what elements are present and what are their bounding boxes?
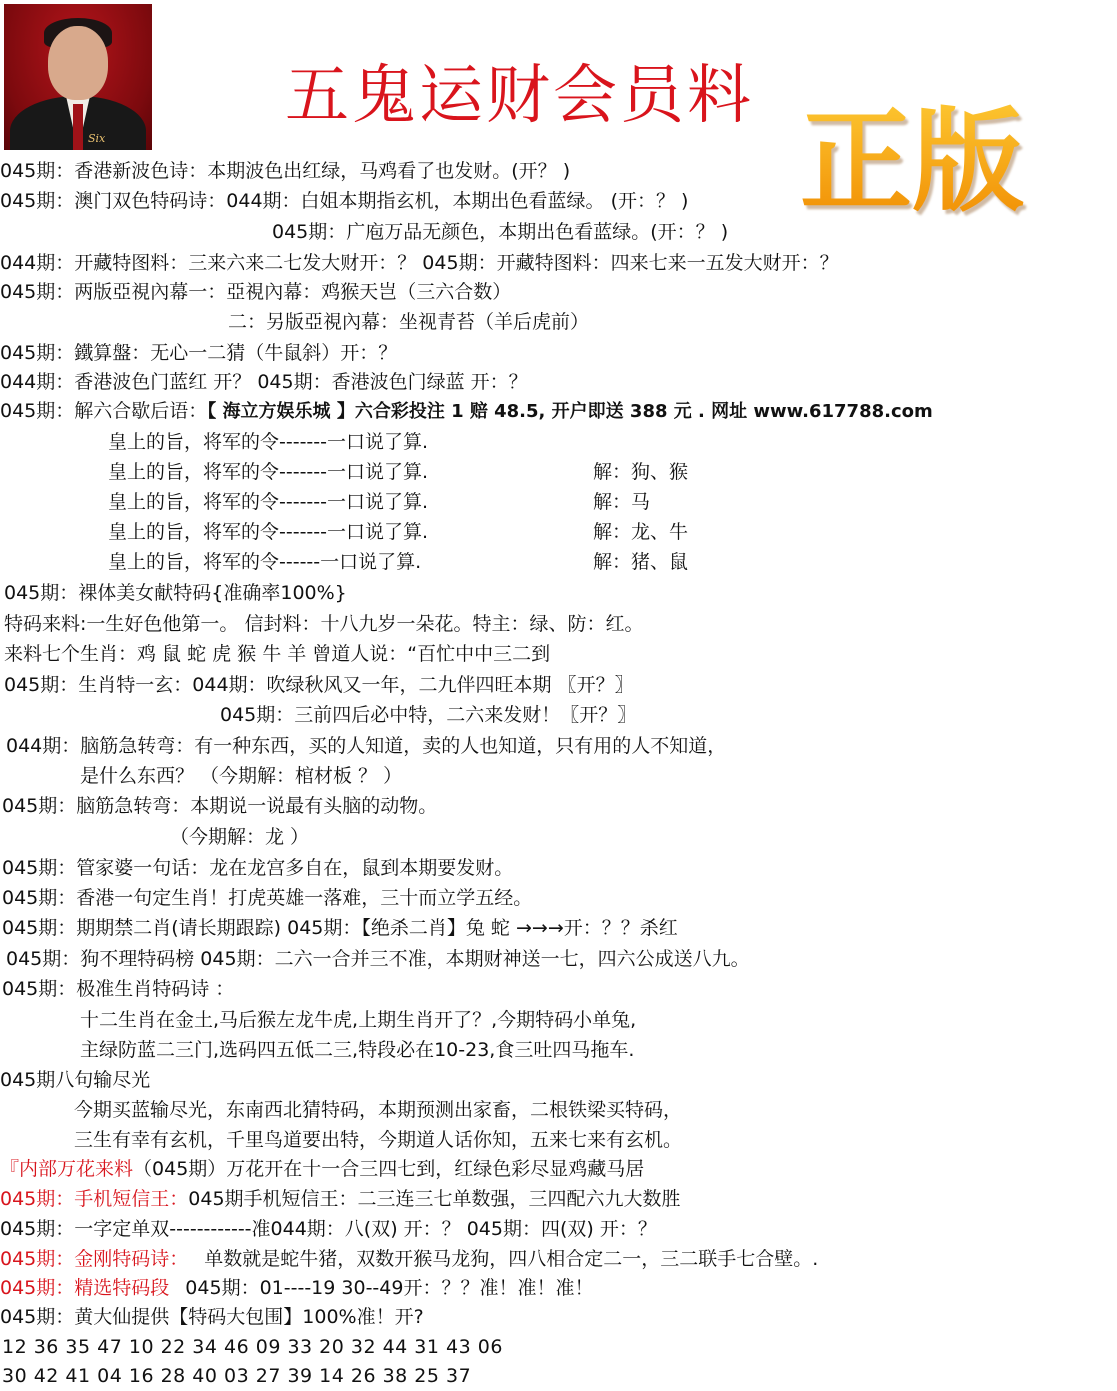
riddle-line-2: 皇上的旨，将军的令-------一口说了算.: [108, 461, 429, 483]
line-wong-tai-sin: 045期：黄大仙提供【特码大包围】100%准！开?: [0, 1306, 424, 1328]
line-atv-inside-2: 二：另版亞視內幕：坐视青苔（羊后虎前）: [228, 311, 590, 333]
line-atv-inside-1: 045期：两版亞視內幕一：亞視內幕：鸡猴天岂（三六合数）: [0, 281, 512, 303]
number-row-2: 30 42 41 04 16 28 40 03 27 39 14 26 38 25 37: [2, 1365, 472, 1387]
line-seven-zodiac: 来料七个生肖：鸡 鼠 蛇 虎 猴 牛 羊 曾道人说：“百忙中中三二到: [4, 643, 551, 665]
line-brain-teaser-045-answer: （今期解：龙 ）: [170, 826, 310, 848]
riddle-answer-2: 解：狗、猴: [593, 461, 689, 483]
selected-segment-label: 045期：精选特码段: [0, 1277, 170, 1299]
line-zodiac-mystery: 045期：生肖特一玄：044期：吹绿秋风又一年，二九伴四旺本期 〖开？〗: [4, 674, 634, 696]
riddle-line-5: 皇上的旨，将军的令------一口说了算.: [108, 551, 422, 573]
line-brain-teaser-045: 045期：脑筋急转弯：本期说一说最有头脑的动物。: [2, 795, 438, 817]
line-hk-wave-door: 044期：香港波色门蓝红 开？ 045期：香港波色门绿蓝 开：？: [0, 371, 528, 393]
line-eight-verses-1: 今期买蓝输尽光，东南西北猜特码，本期预测出家畜，二根铁梁买特码，: [74, 1099, 683, 1121]
page-title: 五鬼运财会员料: [285, 59, 754, 133]
kingkong-poem-text: 单数就是蛇牛猪，双数开猴马龙狗，四八相合定二一，三二联手七合壁。.: [204, 1248, 819, 1270]
riddle-answer-4: 解：龙、牛: [593, 521, 689, 543]
line-beauty-code: 045期：裸体美女献特码{准确率100%}: [4, 582, 347, 604]
line-eight-verses-title: 045期八句输尽光: [0, 1069, 151, 1091]
line-zodiac-mystery-2: 045期：三前四后必中特，二六来发财！〖开？〗: [220, 704, 637, 726]
portrait-tie: [73, 104, 83, 150]
casino-ad-text: 【 海立方娱乐城 】六合彩投注 1 赔 48.5, 开户即送 388 元 . 网址 www.617788.com: [207, 401, 933, 422]
line-abacus: 045期：鐵算盤：无心一二猜（牛鼠斜）开：？: [0, 342, 398, 364]
line-special-material: 特码来料:一生好色他第一。 信封料：十八九岁一朵花。特主：绿、防：红。: [4, 613, 644, 635]
line-special-picture: 044期：开藏特图料：三来六来二七发大财开：？ 045期：开藏特图料：四来七来一五发大财开：？: [0, 252, 839, 274]
line-riddle-header: [0, 399, 933, 424]
riddle-line-3: 皇上的旨，将军的令-------一口说了算.: [108, 491, 429, 513]
riddle-line-1: 皇上的旨，将军的令-------一口说了算.: [108, 431, 429, 453]
line-hk-one-sentence: 045期：香港一句定生肖！打虎英雄一落难，三十而立学五经。: [2, 887, 533, 909]
line-brain-teaser-044-answer: 是什么东西？ （今期解：棺材板 ？ ）: [80, 765, 403, 787]
internal-wanhua-label: 『内部万花来料: [0, 1158, 134, 1180]
portrait-watermark: Six: [88, 132, 106, 145]
portrait-photo: [4, 4, 152, 150]
line-kingkong-poem: [0, 1247, 818, 1271]
genuine-stamp: 正版: [800, 72, 1024, 233]
line-brain-teaser-044: 044期：脑筋急转弯：有一种东西，买的人知道，卖的人也知道，只有用的人不知道，: [6, 735, 727, 757]
riddle-label: 045期：解六合歇后语：: [0, 400, 208, 422]
riddle-answer-3: 解：马: [593, 491, 651, 513]
line-eight-verses-2: 三生有幸有玄机，千里鸟道要出特，今期道人话你知，五来七来有玄机。: [74, 1129, 683, 1151]
line-sms-king: [0, 1187, 681, 1211]
sms-king-label: 045期：手机短信王：: [0, 1188, 189, 1210]
riddle-line-4: 皇上的旨，将军的令-------一口说了算.: [108, 521, 429, 543]
line-hk-wave-color-poem: 045期：香港新波色诗：本期波色出红绿，马鸡看了也发财。(开？ ): [0, 160, 571, 182]
line-selected-segment: [0, 1276, 593, 1300]
line-ban-two-zodiac: 045期：期期禁二肖(请长期跟踪) 045期：【绝杀二肖】兔 蛇 →→→开：？？杀红: [2, 917, 678, 939]
line-zodiac-poem-2: 主绿防蓝二三门,选码四五低二三,特段必在10-23,食三吐四马拖车.: [80, 1039, 635, 1061]
portrait-face: [48, 26, 108, 100]
selected-segment-text: 045期：01----19 30--49开：？？准！准！准！: [179, 1277, 594, 1299]
number-row-1: 12 36 35 47 10 22 34 46 09 33 20 32 44 31 43 06: [2, 1336, 503, 1358]
line-macau-color-poem: 045期：澳门双色特码诗：044期：白姐本期指玄机，本期出色看蓝绿。 (开：？ ): [0, 190, 689, 212]
line-goubuli-chart: 045期：狗不理特码榜 045期：二六一合并三不准，本期财神送一七，四六公成送八九。: [6, 948, 750, 970]
riddle-answer-5: 解：猪、鼠: [593, 551, 689, 573]
sms-king-text: 045期手机短信王：二三连三七单数强，三四配六九大数胜: [188, 1188, 681, 1210]
kingkong-poem-label: 045期：金刚特码诗：: [0, 1248, 189, 1270]
line-odd-even: 045期：一字定单双------------准044期：八(双) 开：？ 045期：四(双) 开：？: [0, 1218, 657, 1240]
line-zodiac-poem-1: 十二生肖在金土,马后猴左龙牛虎,上期生肖开了？,今期特码小单兔,: [80, 1009, 637, 1031]
line-housekeeper: 045期：管家婆一句话：龙在龙宫多自在，鼠到本期要发财。: [2, 857, 514, 879]
line-macau-color-poem-2: 045期：广庖万品无颜色，本期出色看蓝绿。(开：？ ): [272, 221, 729, 243]
line-zodiac-poem-title: 045期：极准生肖特码诗 ：: [2, 978, 235, 1000]
internal-wanhua-text: （045期）万花开在十一合三四七到，红绿色彩尽显鸡藏马居: [133, 1158, 645, 1180]
line-internal-wanhua: [0, 1157, 644, 1181]
